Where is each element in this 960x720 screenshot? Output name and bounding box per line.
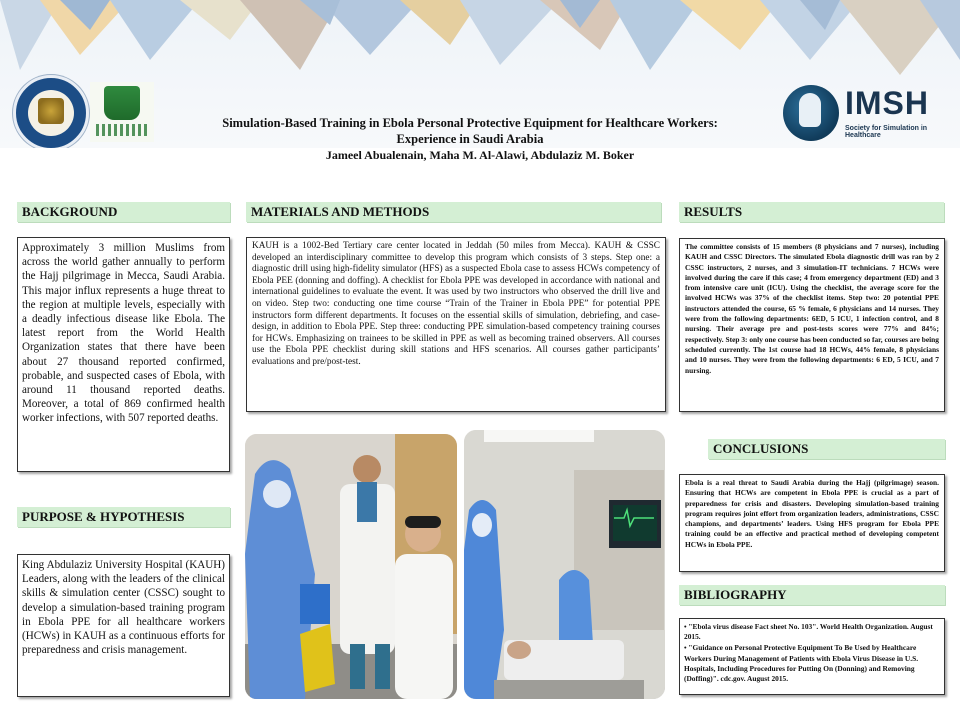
- background-body: Approximately 3 million Muslims from across the world gather annually to perform the Hajj pilgrimage in Mecca, Saudi Arabia. This major influx represents a huge threat to the region at multiple levels, especially with a deadly infectious disease like Ebola. The latest report from the World Health Organization states that there have been about 27 thousand reported confirmed, probable, and suspected cases of Ebola, with around 11 thousand reported deaths. Moreover, a total of 869 confirmed health worker infections, with 507 reported deaths.: [17, 237, 230, 472]
- methods-heading: MATERIALS AND METHODS: [246, 202, 661, 222]
- bibliography-item: • "Ebola virus disease Fact sheet No. 103". World Health Organization. August 2015.: [684, 622, 933, 642]
- conclusions-body: Ebola is a real threat to Saudi Arabia during the Hajj (pilgrimage) season. Ensuring that HCWs are competent in Ebola PPE is crucial as a part of preparedness for crisis and disasters. Developing simulation-based training program requires joint effort from organization leaders, administrations, CSSC champions, and departments’ leaders. Using HFS program for Ebola PPE training could be an effective and practical method of developing competent HCWs in Ebola PPE.: [679, 474, 945, 572]
- photo-ppe-training: [245, 434, 457, 699]
- cssc-logo: [13, 75, 89, 148]
- results-body: The committee consists of 15 members (8 physicians and 7 nurses), including KAUH and CSSC Directors. The simulated Ebola diagnostic drill was ran by 2 CSSC instructors, 2 nurses, and 3 simulation-IT technicians. 7 HCWs were involved during the care if this case; 4 from emergency department (ED) and 3 from intensive care unit (ICU). Using the checklist, the average score for the involved HCWs was 37% of the checklist items. Step two: 20 potential PPE instructors attended the course, 65 % female, 6 physicians and 14 nurses. They were from the following departments: 6ED, 5 ICU, 1 infection control, and 8 nursing. Their average pre and post-tests scores were 77% and 84%; respectively. Step 3: only one course has been conducted so far, courses are being scheduled currently. The 1st course had 18 HCWs, 44% female, 8 physicians and 10 nurses. They were from the following departments: 6 ED, 5 ICU, and 7 nursing.: [679, 238, 945, 412]
- kau-logo: [90, 82, 154, 142]
- title-line-2: Experience in Saudi Arabia: [396, 132, 544, 146]
- photo-simulation-scenario: [464, 430, 665, 699]
- bibliography-heading: BIBLIOGRAPHY: [679, 585, 945, 605]
- poster-title: [180, 115, 760, 147]
- methods-body: KAUH is a 1002-Bed Tertiary care center located in Jeddah (50 miles from Mecca). KAUH & CSSC developed an interdisciplinary committee to develop this program which consists of 3 steps. Step one: a diagnostic drill using high-fidelity simulator (HFS) as a suspected Ebola case to assess HCWs competency of Ebola PEE (donning and doffing). A checklist for Ebola PPE was developed in accordance with national and international guidelines to evaluate the event. It was used by two instructors who observed the drill live and on video. Step two: conducting one time course “Train of the Trainer in Ebola PPE” for potential PPE instructors form different departments. It focuses on the essential skills of simulation, debriefing, and case-design, in addition to Ebola PPE. Step three: conducting PPE simulation-based competency training courses for HCWs. Emphasizing on trainees to be skilled in PPE as well as becoming trained observers. All courses use the Ebola PPE checklist during skill stations and HFS scenarios. All courses gather participants’ evaluations and pre/post-test.: [246, 237, 666, 412]
- authors: Jameel Abualenain, Maha M. Al-Alawi, Abdulaziz M. Boker: [325, 148, 635, 162]
- bibliography-item: • "Guidance on Personal Protective Equipment To Be Used by Healthcare Workers During Management of Patients with Ebola Virus Disease in U.S. Hospitals, Including Procedures for Putting On (Donning) and Removing (Doffing)". cdc.gov. August 2015.: [684, 643, 919, 684]
- background-heading: BACKGROUND: [17, 202, 230, 222]
- title-line-1: Simulation-Based Training in Ebola Personal Protective Equipment for Healthcare Workers:: [222, 116, 718, 130]
- photo-simulation-scenario-illustration: [464, 430, 665, 699]
- purpose-heading: PURPOSE & HYPOTHESIS: [17, 507, 230, 527]
- results-heading: RESULTS: [679, 202, 944, 222]
- bibliography-body: [679, 618, 945, 695]
- imsh-logo: IMSH Society for Simulation in Healthcare: [783, 83, 953, 143]
- conclusions-heading: CONCLUSIONS: [708, 439, 945, 459]
- photo-ppe-training-illustration: [245, 434, 457, 699]
- purpose-body: King Abdulaziz University Hospital (KAUH) Leaders, along with the leaders of the clinical skills & simulation center (CSSC) sought to develop a simulation-based training program in Ebola PPE for all healthcare workers (HCWs) in KAUH as a continuous efforts for preparedness and crisis management.: [17, 554, 230, 697]
